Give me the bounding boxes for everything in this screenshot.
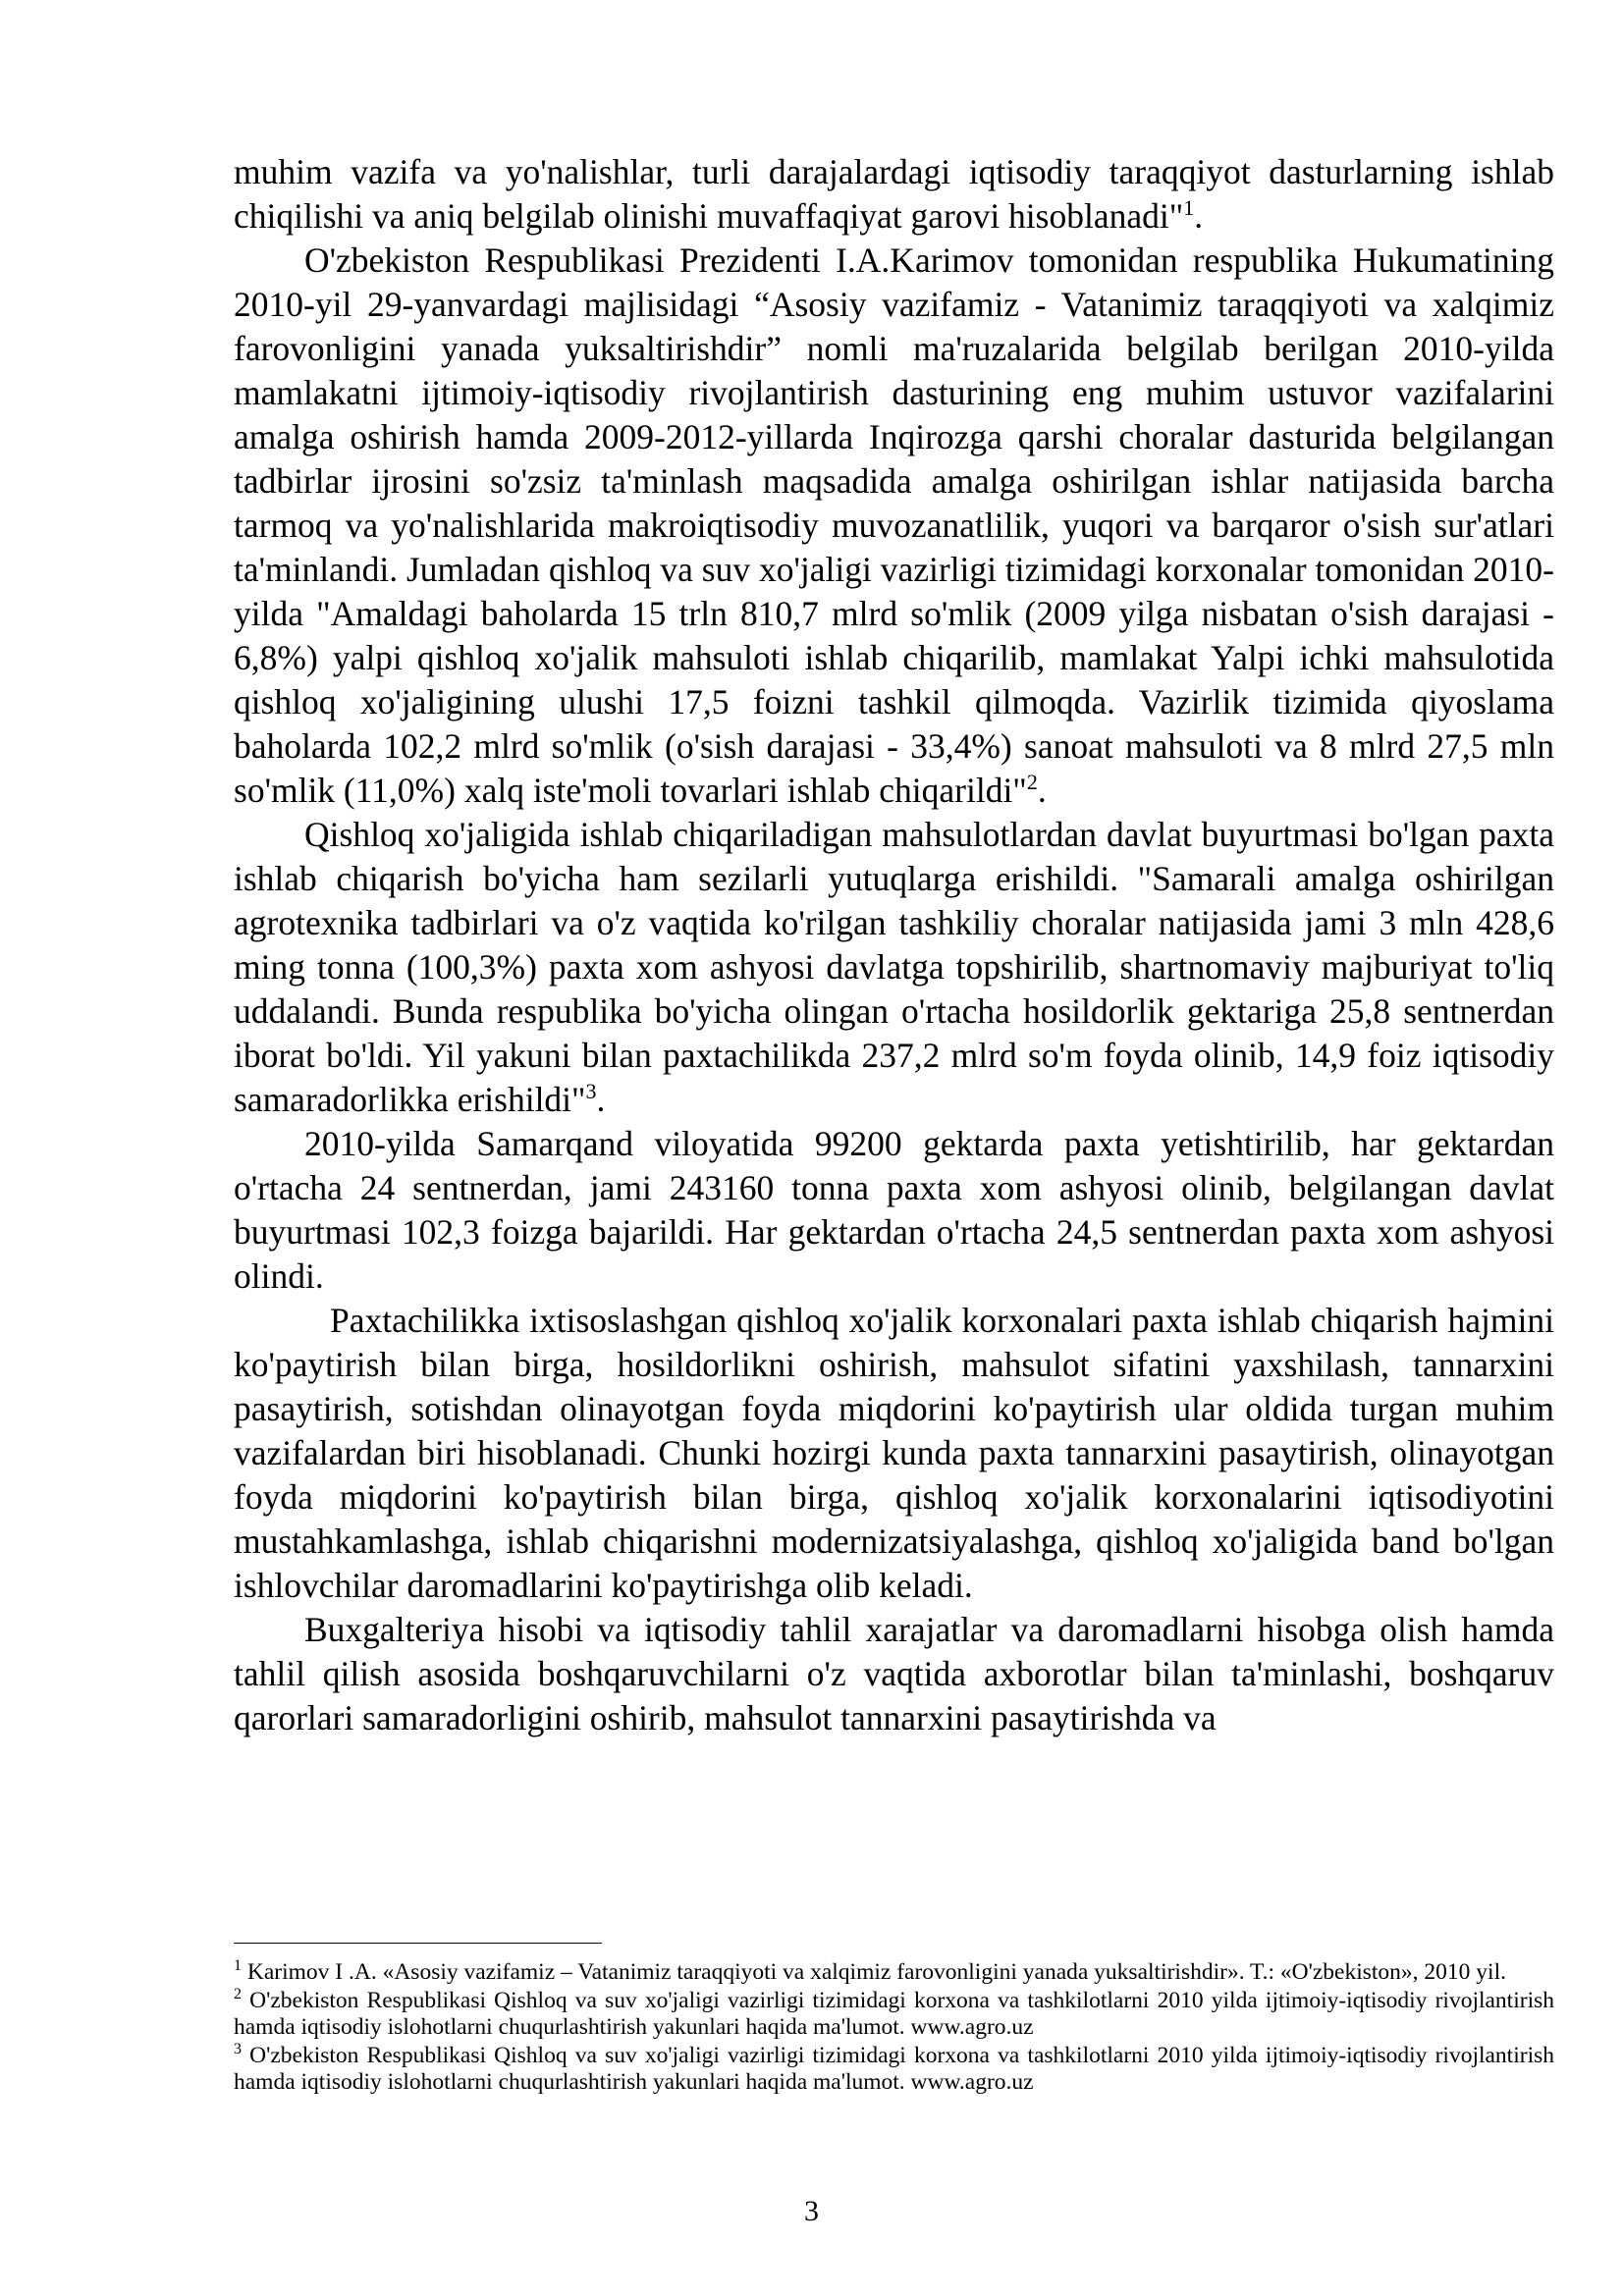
paragraph-text: Buxgalteriya hisobi va iqtisodiy tahlil xarajatlar va daromadlarni hisobga olish hamda tahlil qilish asosida boshqaruvchilarni o'z vaqtida axborotlar bilan ta'minlashi, boshqaruv qarorlari samaradorligini oshirib, mahsulot tannarxini pasaytirishda va [234,1610,1554,1737]
paragraph [234,1299,1554,1608]
paragraph-text: Qishloq xo'jaligida ishlab chiqariladigan mahsulotlardan davlat buyurtmasi bo'lgan paxta ishlab chiqarish bo'yicha ham sezilarli yutuqlarga erishildi. "Samarali amalga oshirilgan agrotexnika tadbirlari va o'z vaqtida ko'rilgan tashkiliy choralar natijasida jami 3 mln 428,6 ming tonna (100,3%) paxta xom ashyosi davlatga topshirilib, shartnomaviy majburiyat to'liq uddalandi. Bunda respublika bo'yicha olingan o'rtacha hosildorlik gektariga 25,8 sentnerdan iborat bo'ldi. Yil yakuni bilan paxtachilikda 237,2 mlrd so'm foyda olinib, 14,9 foiz iqtisodiy samaradorlikka erishildi" [234,815,1554,1119]
paragraph-text: Paxtachilikka ixtisoslashgan qishloq xo'jalik korxonalari paxta ishlab chiqarish hajmini ko'paytirish bilan birga, hosildorlikni oshirish, mahsulot sifatini yaxshilash, tannarxini pasaytirish, sotishdan olinayotgan foyda miqdorini ko'paytirish ular oldida turgan muhim vazifalardan biri hisoblanadi. Chunki hozirgi kunda paxta tannarxini pasaytirish, olinayotgan foyda miqdorini ko'paytirish bilan birga, qishloq xo'jalik korxonalarini iqtisodiyotini mustahkamlashga, ishlab chiqarishni modernizatsiyalashga, qishloq xo'jaligida band bo'lgan ishlovchilar daromadlarini ko'paytirishga olib keladi. [234,1301,1554,1605]
paragraph-text: 2010-yilda Samarqand viloyatida 99200 gektarda paxta yetishtirilib, har gektardan o'rtacha 24 sentnerdan, jami 243160 tonna paxta xom ashyosi olinib, belgilangan davlat buyurtmasi 102,3 foizga bajarildi. Har gektardan o'rtacha 24,5 sentnerdan paxta xom ashyosi olindi. [234,1124,1554,1296]
footnote-text: O'zbekiston Respublikasi Qishloq va suv xo'jaligi vazirligi tizimidagi korxona va tashkilotlarni 2010 yilda ijtimoiy-iqtisodiy rivojlantirish hamda iqtisodiy islohotlarni chuqurlashtirish yakunlari haqida ma'lumot. www.agro.uz [234,2043,1554,2095]
footnote-mark: 3 [234,2041,242,2058]
paragraph [234,813,1554,1122]
paragraph-tail: . [1194,196,1204,236]
footnote-separator [234,1943,602,1944]
paragraph-text: muhim vazifa va yo'nalishlar, turli darajalardagi iqtisodiy taraqqiyot dasturlarning ishlab chiqilishi va aniq belgilab olinishi muvaffaqiyat garovi hisoblanadi" [234,152,1554,236]
footnotes [234,1959,1554,2098]
paragraph [234,1122,1554,1299]
body-text [234,150,1554,1740]
footnote-mark: 1 [234,1957,242,1975]
paragraph-continuation [234,150,1554,239]
footnote-reference: 1 [1183,195,1195,221]
footnote [234,1959,1554,1986]
paragraph [234,239,1554,813]
footnote-text: O'zbekiston Respublikasi Qishloq va suv xo'jaligi vazirligi tizimidagi korxona va tashkilotlarni 2010 yilda ijtimoiy-iqtisodiy rivojlantirish hamda iqtisodiy islohotlarni chuqurlashtirish yakunlari haqida ma'lumot. www.agro.uz [234,1988,1554,2040]
paragraph [234,1608,1554,1740]
footnote-text: Karimov I .A. «Asosiy vazifamiz – Vatanimiz taraqqiyoti va xalqimiz farovonligini yanada yuksaltirishdir». T.: «O'zbekiston», 2010 yil. [242,1959,1506,1985]
footnote-reference: 3 [585,1079,597,1104]
footnote [234,1988,1554,2041]
paragraph-text: O'zbekiston Respublikasi Prezidenti I.A.Karimov tomonidan respublika Hukumatining 2010-yil 29-yanvardagi majlisidagi “Asosiy vazifamiz - Vatanimiz taraqqiyoti va xalqimiz farovonligini yanada yuksaltirishdir” nomli ma'ruzalarida belgilab berilgan 2010-yilda mamlakatni ijtimoiy-iqtisodiy rivojlantirish dasturining eng muhim ustuvor vazifalarini amalga oshirish hamda 2009-2012-yillarda Inqirozga qarshi choralar dasturida belgilangan tadbirlar ijrosini so'zsiz ta'minlash maqsadida amalga oshirilgan ishlar natijasida barcha tarmoq va yo'nalishlarida makroiqtisodiy muvozanatlilik, yuqori va barqaror o'sish sur'atlari ta'minlandi. Jumladan qishloq va suv xo'jaligi vazirligi tizimidagi korxonalar tomonidan 2010-yilda "Amaldagi baholarda 15 trln 810,7 mlrd so'mlik (2009 yilga nisbatan o'sish darajasi - 6,8%) yalpi qishloq xo'jalik mahsuloti ishlab chiqarilib, mamlakat Yalpi ichki mahsulotida qishloq xo'jaligining ulushi 17,5 foizni tashkil qilmoqda. Vazirlik tizimida qiyoslama baholarda 102,2 mlrd so'mlik (o'sish darajasi - 33,4%) sanoat mahsuloti va 8 mlrd 27,5 mln so'mlik (11,0%) xalq iste'moli tovarlari ishlab chiqarildi" [234,240,1554,810]
paragraph-tail: . [1037,771,1047,810]
footnote-mark: 2 [234,1986,242,2003]
footnote-reference: 2 [1026,770,1038,795]
page-number: 3 [804,2195,819,2227]
paragraph-tail: . [596,1080,606,1119]
footnote [234,2043,1554,2096]
